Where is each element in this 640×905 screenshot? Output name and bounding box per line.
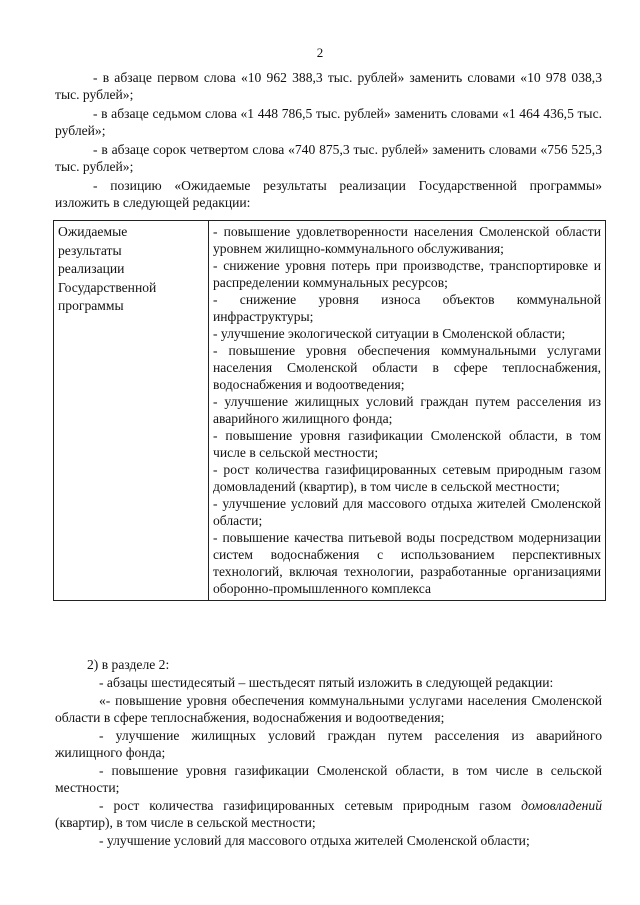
result-item: - повышение уровня газификации Смоленской области, в том числе в сельской местности; bbox=[213, 428, 601, 460]
amendment-paragraph-1: - в абзаце первом слова «10 962 388,3 тыс. рублей» заменить словами «10 978 038,3 тыс. рублей»; bbox=[55, 70, 602, 102]
result-item: - рост количества газифицированных сетевым природным газом домовладений (квартир), в том числе в сельской местности; bbox=[213, 462, 601, 494]
new-paragraph-housing: - улучшение жилищных условий граждан путем расселения из аварийного жилищного фонда; bbox=[55, 728, 602, 760]
result-item: - повышение качества питьевой воды посредством модернизации систем водоснабжения с использованием перспективных технологий, включая технологии, разработанные организациями оборонно-промышленного комплекса bbox=[213, 530, 601, 596]
result-item: - повышение удовлетворенности населения Смоленской области уровнем жилищно-коммунального обслуживания; bbox=[213, 224, 601, 256]
label-line: программы bbox=[58, 298, 124, 313]
label-line: результаты bbox=[58, 242, 122, 258]
amendments-intro bbox=[55, 69, 602, 213]
result-item: - улучшение жилищных условий граждан путем расселения из аварийного жилищного фонда; bbox=[213, 394, 601, 426]
result-item: - улучшение условий для массового отдыха жителей Смоленской области; bbox=[213, 496, 601, 528]
expected-results-table bbox=[53, 220, 606, 601]
table-row bbox=[54, 221, 606, 601]
section-2-instruction: - абзацы шестидесятый – шестьдесят пятый изложить в следующей редакции: bbox=[99, 675, 554, 690]
result-item: - снижение уровня потерь при производстве, транспортировке и распределении коммунальных ресурсов; bbox=[213, 258, 601, 290]
section-2-heading: 2) в разделе 2: bbox=[87, 657, 170, 672]
label-line: Ожидаемые bbox=[58, 224, 128, 239]
section-2-amendments bbox=[55, 656, 602, 850]
result-item: - повышение уровня обеспечения коммунальными услугами населения Смоленской области в сфере теплоснабжения, водоснабжения и водоотведения; bbox=[213, 343, 601, 392]
label-line: реализации bbox=[58, 261, 125, 276]
new-paragraph-gas-households bbox=[55, 797, 602, 831]
new-paragraph-gasification: - повышение уровня газификации Смоленской области, в том числе в сельской местности; bbox=[55, 763, 602, 795]
amendment-paragraph-7: - в абзаце седьмом слова «1 448 786,5 тыс. рублей» заменить словами «1 464 436,5 тыс. рублей»; bbox=[55, 106, 602, 138]
new-paragraph-recreation: - улучшение условий для массового отдыха жителей Смоленской области; bbox=[99, 833, 530, 848]
new-paragraph-utilities: «- повышение уровня обеспечения коммунальными услугами населения Смоленской области в сфере теплоснабжения, водоснабжения и водоотведения; bbox=[55, 693, 602, 725]
gas-households-end: (квартир), в том числе в сельской местности; bbox=[55, 815, 316, 830]
label-line: Государственной bbox=[58, 279, 157, 295]
result-item: - снижение уровня износа объектов коммунальной инфраструктуры; bbox=[213, 292, 601, 324]
gas-households-start: - рост количества газифицированных сетевым природным газом bbox=[99, 798, 512, 813]
gas-households-italic: домовладений bbox=[521, 798, 602, 813]
results-label-cell bbox=[54, 221, 209, 601]
results-content-cell bbox=[209, 221, 606, 601]
page-number: 2 bbox=[316, 45, 324, 60]
result-item: - улучшение экологической ситуации в Смоленской области; bbox=[213, 326, 566, 341]
amendment-results-position: - позицию «Ожидаемые результаты реализации Государственной программы» изложить в следующей редакции: bbox=[55, 178, 602, 210]
amendment-paragraph-44: - в абзаце сорок четвертом слова «740 875,3 тыс. рублей» заменить словами «756 525,3 тыс. рублей»; bbox=[55, 142, 602, 174]
